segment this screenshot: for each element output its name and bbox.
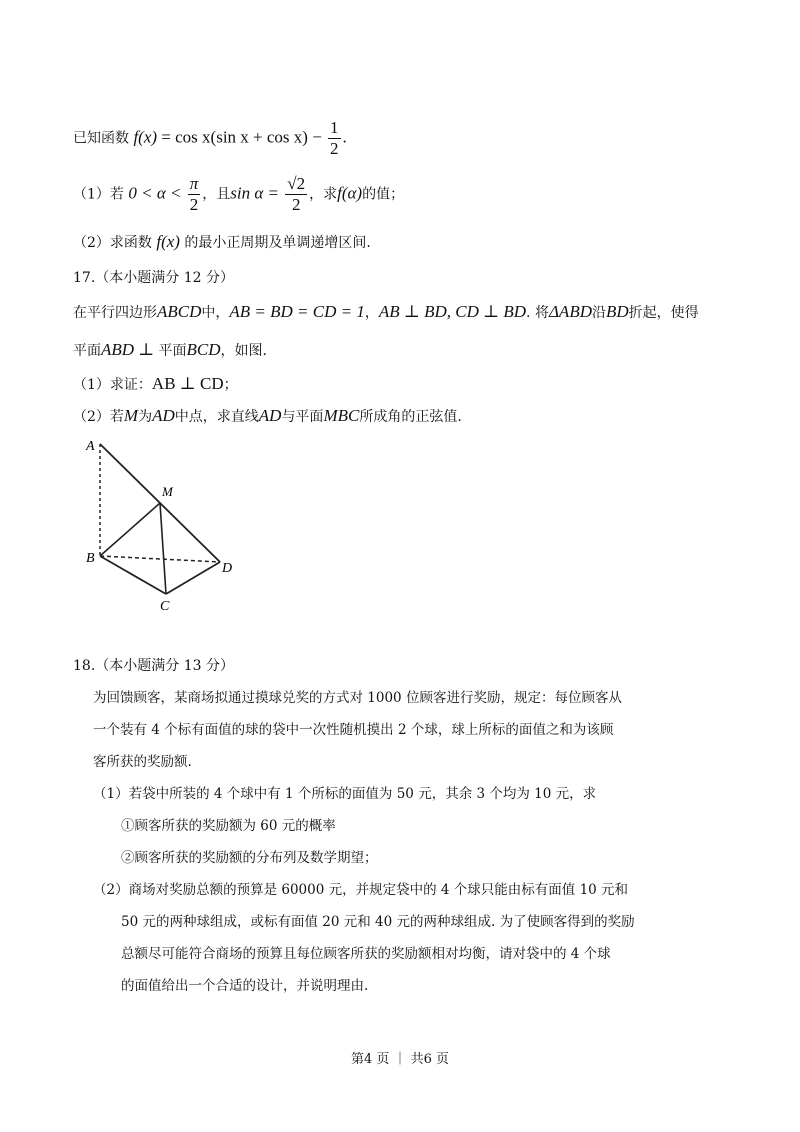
fraction-numerator: 1 bbox=[330, 118, 339, 137]
fx-symbol: f(x) bbox=[133, 127, 158, 147]
root2-over-2 bbox=[285, 174, 307, 215]
math: AD bbox=[152, 406, 175, 425]
text: ，如图. bbox=[220, 343, 267, 359]
sin-expression: sin α = bbox=[230, 183, 284, 203]
math: AD bbox=[258, 406, 282, 425]
edge-mb bbox=[100, 503, 160, 556]
question-17-line-2 bbox=[73, 340, 267, 361]
math: AB ⊥ BD, CD ⊥ BD bbox=[378, 302, 527, 321]
tetrahedron-figure bbox=[80, 432, 250, 612]
math: ΔABD bbox=[548, 302, 592, 321]
question-17-line-1 bbox=[73, 302, 699, 323]
question-17-sub-2 bbox=[73, 406, 462, 427]
sqrt-two: √2 bbox=[287, 174, 306, 193]
subquestion-16-2 bbox=[73, 232, 371, 253]
text: . 将 bbox=[526, 305, 549, 321]
text: （2）若 bbox=[73, 409, 124, 425]
edge-bd bbox=[100, 556, 220, 562]
subq-lead: （1）若 bbox=[73, 186, 124, 203]
text: 为 bbox=[138, 409, 153, 425]
question-17-header: 17.（本小题满分 12 分） bbox=[73, 270, 234, 286]
math: M bbox=[123, 406, 139, 425]
fraction-denominator: 2 bbox=[189, 195, 199, 214]
question-18-sub-1-part-2: ②顾客所获的奖励额的分布列及数学期望； bbox=[121, 850, 378, 866]
text: 折起，使得 bbox=[628, 305, 699, 321]
text: 沿 bbox=[591, 305, 606, 321]
period: . bbox=[342, 127, 347, 147]
math: ⊥ bbox=[134, 340, 159, 359]
question-18-sub-2-line-1: （2）商场对奖励总额的预算是 60000 元，并规定袋中的 4 个球只能由标有面值 10 元和 bbox=[93, 882, 629, 898]
vertex-label-c: C bbox=[160, 599, 170, 612]
text: （1）求证： bbox=[73, 377, 152, 393]
edge-cd bbox=[166, 562, 220, 594]
subq-lead: （2）求函数 bbox=[73, 235, 152, 251]
fraction-denominator: 2 bbox=[291, 195, 301, 214]
half-fraction bbox=[328, 118, 341, 159]
question-18-header: 18.（本小题满分 13 分） bbox=[73, 658, 234, 674]
text: ； bbox=[223, 377, 238, 393]
math: MBC bbox=[323, 406, 360, 425]
page-footer: 第4 页 ｜ 共6 页 bbox=[350, 1052, 450, 1067]
text: 所成角的正弦值. bbox=[359, 409, 462, 425]
subq-text: ，且 bbox=[202, 186, 231, 203]
question-18-sub-1: （1）若袋中所装的 4 个球中有 1 个所标的面值为 50 元，其余 3 个均为 10 元，求 bbox=[93, 786, 597, 802]
alpha-condition: 0 < α < bbox=[128, 183, 186, 203]
intro-text: 已知函数 bbox=[73, 130, 129, 147]
subquestion-16-1 bbox=[73, 174, 404, 215]
math: BD bbox=[605, 302, 629, 321]
vertex-label-b: B bbox=[86, 551, 95, 566]
question-18-sub-2-line-4: 的面值给出一个合适的设计，并说明理由. bbox=[121, 978, 369, 994]
subq-text: 的最小正周期及单调递增区间. bbox=[184, 235, 371, 251]
math: ABCD bbox=[157, 302, 202, 321]
vertex-label-d: D bbox=[222, 561, 233, 576]
question-18-text-3: 客所获的奖励额. bbox=[93, 754, 192, 770]
question-18-text-2: 一个装有 4 个标有面值的球的袋中一次性随机摸出 2 个球，球上所标的面值之和为该顾 bbox=[93, 722, 614, 738]
question-18-sub-2-line-2: 50 元的两种球组成，或标有面值 20 元和 40 元的两种球组成. 为了使顾客得到的奖励 bbox=[121, 914, 635, 930]
f-alpha: f(α) bbox=[337, 183, 363, 203]
fraction-denominator: 2 bbox=[330, 139, 339, 158]
vertex-label-m: M bbox=[162, 484, 173, 499]
function-definition bbox=[73, 118, 347, 159]
question-18-sub-2-line-3: 总额尽可能符合商场的预算且每位顾客所获的奖励额相对均衡，请对袋中的 4 个球 bbox=[121, 946, 611, 962]
text: 平面 bbox=[158, 343, 187, 359]
question-17-sub-1 bbox=[73, 374, 238, 395]
text: 在平行四边形 bbox=[73, 305, 157, 321]
edge-mc bbox=[160, 503, 166, 594]
vertex-label-a: A bbox=[86, 439, 95, 454]
math: AB ⊥ CD bbox=[151, 374, 224, 393]
fx-symbol: f(x) bbox=[156, 232, 180, 251]
math: ABD bbox=[101, 340, 135, 359]
subq-text: ，求 bbox=[309, 186, 338, 203]
text: 平面 bbox=[73, 343, 101, 359]
question-18-text-1: 为回馈顾客，某商场拟通过摸球兑奖的方式对 1000 位顾客进行奖励，规定：每位顾客从 bbox=[93, 690, 622, 706]
pi-symbol: π bbox=[189, 174, 199, 193]
subq-text: 的值； bbox=[362, 186, 405, 203]
text: 中点，求直线 bbox=[174, 409, 259, 425]
math: AB = BD = CD = 1 bbox=[229, 302, 365, 321]
question-18-sub-1-part-1: ①顾客所获的奖励额为 60 元的概率 bbox=[121, 818, 336, 834]
text: 与平面 bbox=[281, 409, 324, 425]
text: 中， bbox=[201, 305, 230, 321]
edge-bc bbox=[100, 556, 166, 594]
pi-over-2 bbox=[188, 174, 201, 215]
math: BCD bbox=[186, 340, 221, 359]
text: ， bbox=[364, 305, 379, 321]
fx-expression: = cos x(sin x + cos x) − bbox=[157, 127, 327, 147]
